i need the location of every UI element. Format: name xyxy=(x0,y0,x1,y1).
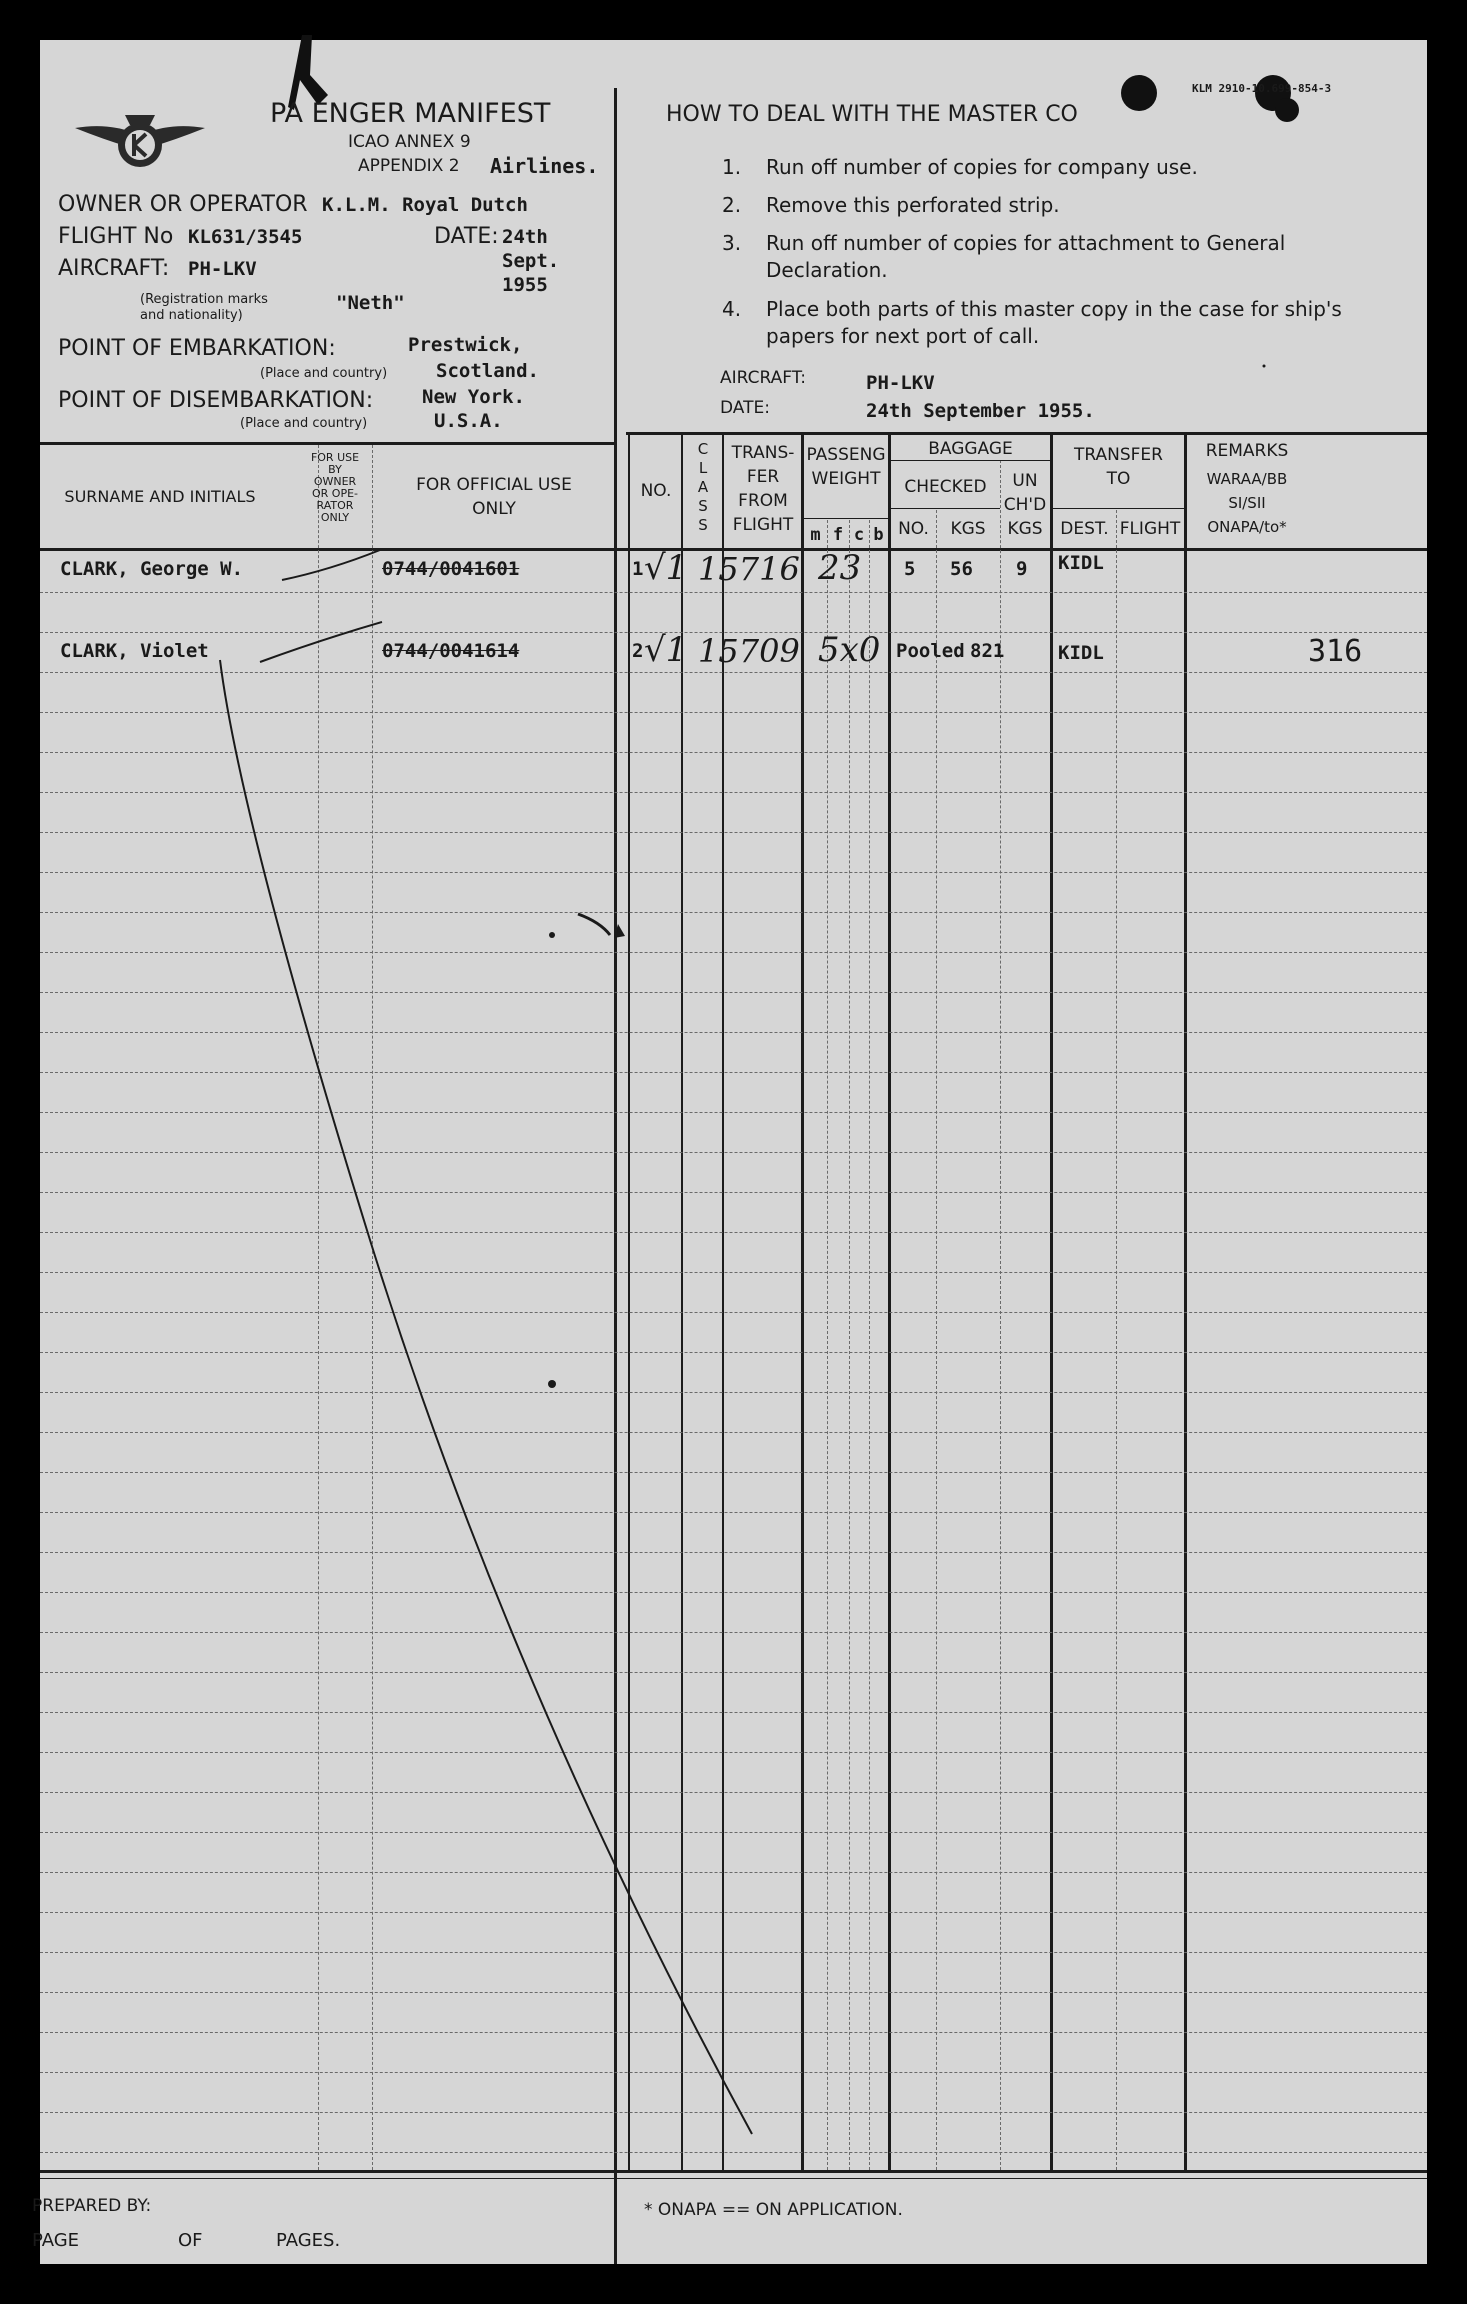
instr-date-label: DATE: xyxy=(720,398,770,418)
manifest-page xyxy=(32,40,1427,2264)
prepared-by-label: PREPARED BY: xyxy=(32,2196,152,2216)
col-header-class-c: C xyxy=(697,440,709,458)
row1-class-mark: √1 xyxy=(644,548,688,588)
owner-label: OWNER OR OPERATOR xyxy=(58,192,308,217)
row1-checked-kgs: 56 xyxy=(950,558,973,580)
col-header-transfer-to-2: TO xyxy=(1106,469,1131,489)
row2-remarks: 316 xyxy=(1308,634,1363,669)
instruction-text-2: Remove this perforated strip. xyxy=(766,193,1060,217)
col-header-remarks-2: WARAA/BB xyxy=(1206,470,1288,488)
col-header-baggage: BAGGAGE xyxy=(928,439,1013,459)
instruction-num-2: 2. xyxy=(722,193,742,217)
col-header-weight-c: c xyxy=(853,525,865,545)
date-value-day: 24th xyxy=(502,226,548,248)
col-header-weight-f: f xyxy=(832,525,844,545)
row2-weight: 5x0 xyxy=(818,630,881,670)
embark-note: (Place and country) xyxy=(260,366,388,381)
col-header-weight: WEIGHT xyxy=(811,469,881,489)
instructions-title: HOW TO DEAL WITH THE MASTER CO xyxy=(666,102,1078,127)
col-header-class-s1: S xyxy=(698,497,708,515)
row1-no: 1 xyxy=(632,558,644,580)
row2-checked-kgs: 821 xyxy=(970,640,1005,662)
flight-label: FLIGHT No xyxy=(58,224,174,249)
col-header-official-2: ONLY xyxy=(472,499,516,519)
col-header-checked: CHECKED xyxy=(904,477,987,497)
row1-unchd: 9 xyxy=(1016,558,1028,580)
of-label: OF xyxy=(178,2230,203,2251)
instruction-num-4: 4. xyxy=(722,297,742,321)
col-header-no: NO. xyxy=(640,481,672,501)
row1-weight: 23 xyxy=(818,548,862,588)
row2-no: 2 xyxy=(632,640,644,662)
disembark-note: (Place and country) xyxy=(240,416,368,431)
row1-checked-no: 5 xyxy=(904,558,916,580)
instruction-text-1: Run off number of copies for company use. xyxy=(766,155,1198,179)
row1-hand-number: 15716 xyxy=(698,550,800,588)
disembark-label: POINT OF DISEMBARKATION: xyxy=(58,388,374,413)
col-header-transfer-1: TRANS- xyxy=(731,443,795,463)
instruction-text-4a: Place both parts of this master copy in the case for ship's xyxy=(766,297,1342,321)
disembark-value-place: New York. xyxy=(422,386,525,408)
pen-strokes xyxy=(40,40,1427,2264)
embark-label: POINT OF EMBARKATION: xyxy=(58,336,336,361)
col-header-unchd-3: KGS xyxy=(1007,519,1043,539)
col-header-transfer-to-1: TRANSFER xyxy=(1074,445,1163,465)
col-header-transfer-4: FLIGHT xyxy=(732,515,794,535)
col-header-class-l: L xyxy=(698,459,708,477)
reg-note-1: (Registration marks xyxy=(140,292,268,307)
col-header-surname: SURNAME AND INITIALS xyxy=(64,487,256,506)
instr-aircraft-label: AIRCRAFT: xyxy=(720,368,806,388)
row2-class-mark: √1 xyxy=(644,630,688,670)
col-header-unchd-1: UN xyxy=(1012,471,1038,491)
col-header-foruse-4: OR OPE- xyxy=(311,487,358,500)
col-header-foruse-5: RATOR xyxy=(316,499,354,512)
col-header-remarks-4: ONAPA/to* xyxy=(1207,518,1287,536)
date-value-year: 1955 xyxy=(502,274,548,296)
aircraft-label: AIRCRAFT: xyxy=(58,256,170,281)
onapa-note: * ONAPA == ON APPLICATION. xyxy=(644,2200,903,2220)
instruction-text-3a: Run off number of copies for attachment to General xyxy=(766,231,1286,255)
col-header-weight-b: b xyxy=(873,525,884,545)
instr-date-value: 24th September 1955. xyxy=(866,400,1095,422)
col-header-class-a: A xyxy=(697,478,709,496)
disembark-value-country: U.S.A. xyxy=(434,410,503,432)
instr-aircraft-value: PH-LKV xyxy=(866,372,935,394)
instruction-text-3b: Declaration. xyxy=(766,258,888,282)
col-header-remarks-3: SI/SII xyxy=(1228,494,1266,512)
row2-name: CLARK, Violet xyxy=(60,640,209,662)
col-header-passeng: PASSENG xyxy=(806,445,886,465)
owner-value: K.L.M. Royal Dutch xyxy=(322,194,528,216)
row2-checked-no: Pooled xyxy=(896,640,965,662)
nationality-value: "Neth" xyxy=(336,292,405,314)
col-header-flight: FLIGHT xyxy=(1119,519,1181,539)
form-stamp: KLM 2910-10.699-854-3 xyxy=(1192,82,1332,95)
col-header-checked-no: NO. xyxy=(898,519,929,539)
date-value-month: Sept. xyxy=(502,250,560,272)
embark-value-place: Prestwick, xyxy=(408,334,523,356)
row2-official: 0744/0041614 xyxy=(382,640,520,662)
col-header-dest: DEST. xyxy=(1060,519,1109,539)
appendix-value: Airlines. xyxy=(490,154,599,178)
row2-hand-number: 15709 xyxy=(698,632,800,670)
col-header-class-s2: S xyxy=(698,516,708,534)
col-header-foruse-3: OWNER xyxy=(313,475,357,488)
embark-value-country: Scotland. xyxy=(436,360,539,382)
date-label: DATE: xyxy=(434,224,499,249)
col-header-official-1: FOR OFFICIAL USE xyxy=(416,475,572,495)
col-header-foruse-1: FOR USE xyxy=(310,451,360,464)
icao-annex: ICAO ANNEX 9 xyxy=(348,132,471,152)
row2-dest: KIDL xyxy=(1058,642,1104,664)
row1-dest: KIDL xyxy=(1058,552,1104,574)
col-header-unchd-2: CH'D xyxy=(1003,495,1047,515)
col-header-foruse-6: ONLY xyxy=(320,511,350,524)
col-header-weight-m: m xyxy=(810,525,821,545)
col-header-foruse-2: BY xyxy=(328,463,342,476)
instruction-num-1: 1. xyxy=(722,155,742,179)
manifest-title: PA ENGER MANIFEST xyxy=(270,98,551,129)
row1-name: CLARK, George W. xyxy=(60,558,244,580)
row1-official: 0744/0041601 xyxy=(382,558,520,580)
pages-label: PAGES. xyxy=(276,2230,341,2251)
instruction-text-4b: papers for next port of call. xyxy=(766,324,1040,348)
col-header-transfer-2: FER xyxy=(746,467,780,487)
reg-note-2: and nationality) xyxy=(140,308,243,323)
instruction-num-3: 3. xyxy=(722,231,742,255)
col-header-remarks-1: REMARKS xyxy=(1205,441,1289,461)
aircraft-value: PH-LKV xyxy=(188,258,257,280)
col-header-checked-kgs: KGS xyxy=(950,519,986,539)
page-label: PAGE xyxy=(32,2230,80,2251)
col-header-transfer-3: FROM xyxy=(738,491,788,511)
appendix-label: APPENDIX 2 xyxy=(358,156,460,176)
flight-value: KL631/3545 xyxy=(188,226,303,248)
